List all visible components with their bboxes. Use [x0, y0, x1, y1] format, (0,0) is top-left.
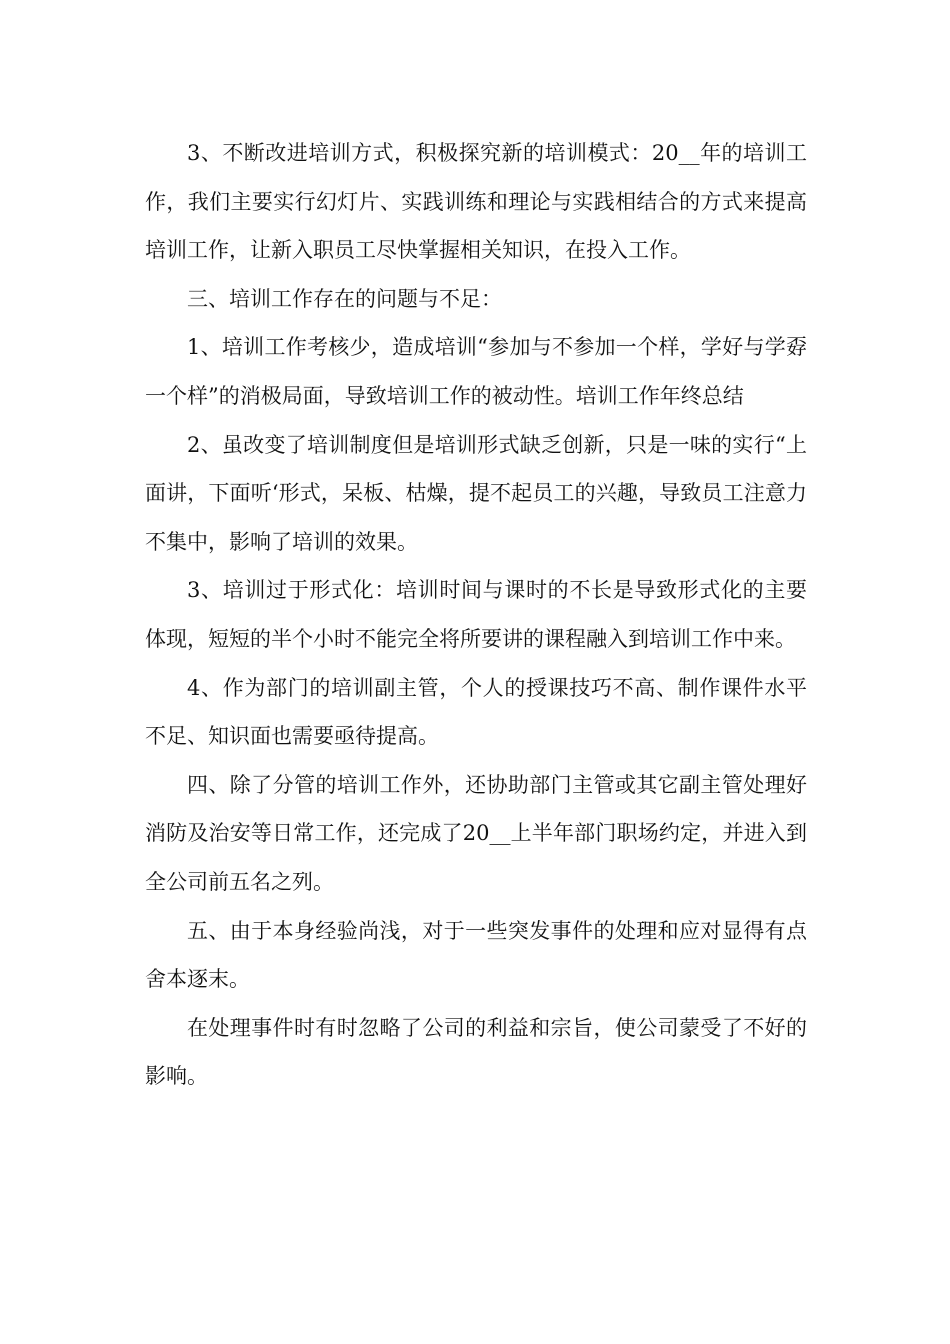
paragraph-problem-1: 1、培训工作考核少，造成培训“参加与不参加一个样，学好与学孬一个样”的消极局面，导致培训工作的被动性。培训工作年终总结 [145, 335, 807, 408]
paragraph-training-methods: 3、不断改进培训方式，积极探究新的培训模式：20__年的培训工作，我们主要实行幻灯片、实践训练和理论与实践相结合的方式来提高培训工作，让新入职员工尽快掌握相关知识，在投入工作。 [145, 141, 807, 263]
paragraph-problem-4: 4、作为部门的培训副主管，个人的授课技巧不高、制作课件水平不足、知识面也需要亟待提高。 [145, 675, 807, 749]
heading-problems: 三、培训工作存在的问题与不足： [187, 286, 502, 311]
paragraph-problem-2: 2、虽改变了培训制度但是培训形式缺乏创新，只是一味的实行“上面讲，下面听‘形式，呆板、枯燥，提不起员工的兴趣，导致员工注意力不集中，影响了培训的效果。 [145, 432, 807, 554]
paragraph-section-4: 四、除了分管的培训工作外，还协助部门主管或其它副主管处理好消防及治安等日常工作，还完成了20__上半年部门职场约定，并进入到全公司前五名之列。 [145, 772, 807, 894]
paragraph-closing: 在处理事件时有时忽略了公司的利益和宗旨，使公司蒙受了不好的影响。 [145, 1015, 807, 1089]
paragraph-problem-3: 3、培训过于形式化：培训时间与课时的不长是导致形式化的主要体现，短短的半个小时不能完全将所要讲的课程融入到培训工作中来。 [145, 578, 807, 651]
paragraph-section-5: 五、由于本身经验尚浅，对于一些突发事件的处理和应对显得有点舍本逐末。 [145, 918, 807, 992]
document-body [145, 129, 807, 1101]
